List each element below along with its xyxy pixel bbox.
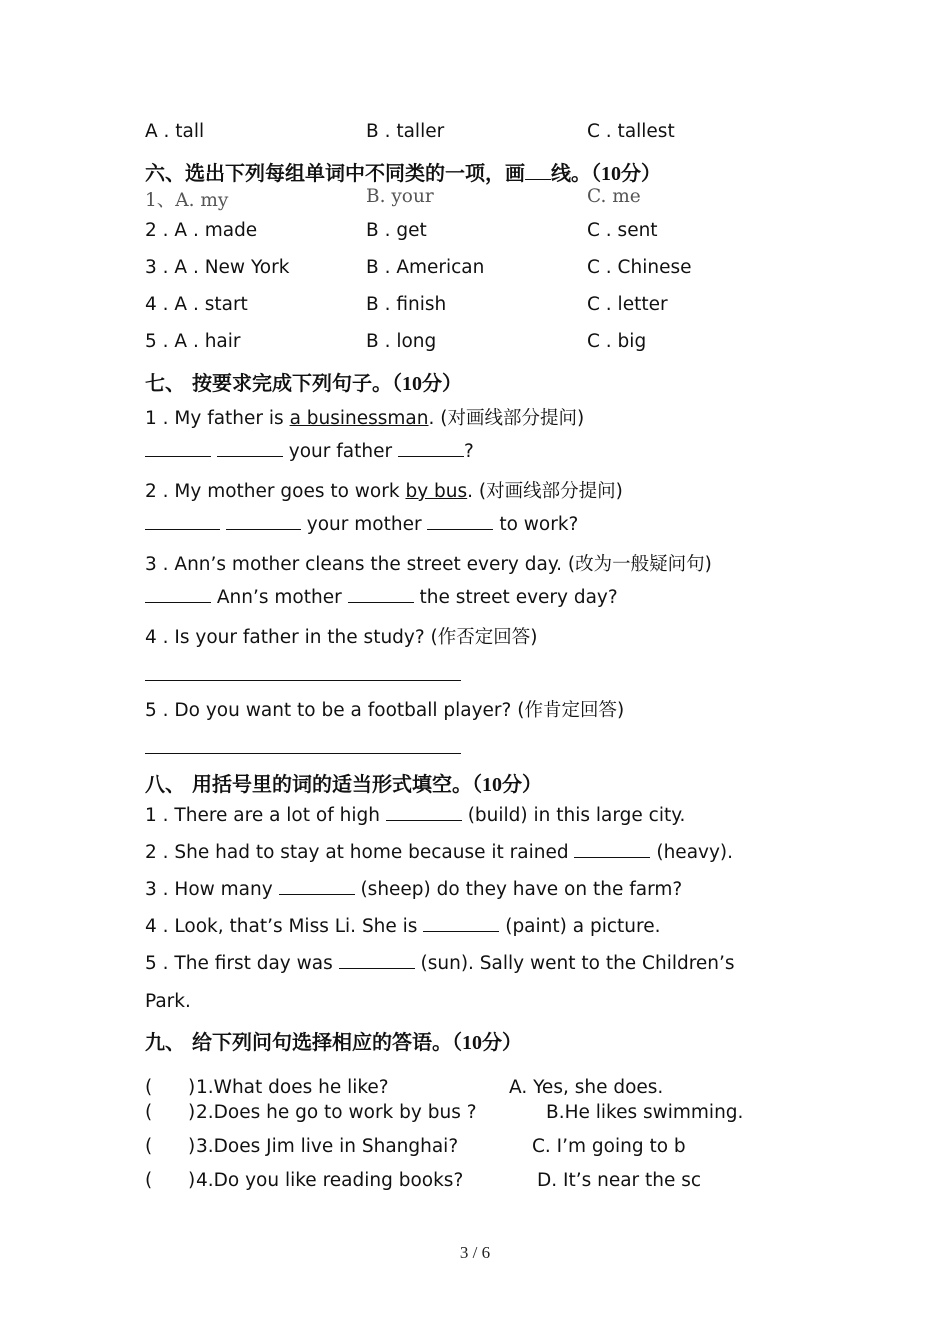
section-8-heading: 八、 用括号里的词的适当形式填空。（10分） [145, 772, 542, 796]
s9-paren-open-1[interactable]: ( [145, 1077, 153, 1098]
s9-paren-close-4: ) [188, 1170, 196, 1191]
s6-row5-b: B . long [366, 331, 437, 352]
s6-row5-a: 5 . A . hair [145, 331, 241, 352]
s8-item-5: 5 . The first day was (sun). Sally went to the Children’s [145, 953, 735, 974]
s8-blank-5[interactable] [339, 967, 415, 969]
s9-paren-close-1: ) [188, 1077, 196, 1098]
s6-row2-c: C . sent [587, 220, 658, 241]
s9-question-2: 2.Does he go to work by bus ? [196, 1102, 477, 1123]
s7-q3: 3 . Ann’s mother cleans the street every day. (改为一般疑问句) [145, 554, 712, 575]
s9-paren-open-4[interactable]: ( [145, 1170, 153, 1191]
s9-answer-b: B.He likes swimming. [546, 1102, 744, 1123]
s7-q4: 4 . Is your father in the study? (作否定回答) [145, 627, 538, 648]
s6-row3-a: 3 . A . New York [145, 257, 290, 278]
s8-blank-1[interactable] [386, 819, 462, 821]
s8-item-3: 3 . How many (sheep) do they have on the farm? [145, 879, 683, 900]
s6-row1-c: C. me [587, 186, 641, 207]
s7-q5-answer-line[interactable] [145, 753, 461, 754]
s8-item-1: 1 . There are a lot of high (build) in this large city. [145, 805, 686, 826]
s9-question-1: 1.What does he like? [196, 1077, 389, 1098]
s9-question-3: 3.Does Jim live in Shanghai? [196, 1136, 459, 1157]
page-number: 3 / 6 [459, 1243, 491, 1262]
s6-row2-a: 2 . A . made [145, 220, 258, 241]
s6-row3-b: B . American [366, 257, 485, 278]
section-7-heading: 七、 按要求完成下列句子。（10分） [145, 371, 462, 395]
option-c: C . tallest [587, 121, 675, 142]
s9-answer-a: A. Yes, she does. [509, 1077, 664, 1098]
s6-row3-c: C . Chinese [587, 257, 692, 278]
s8-item-4: 4 . Look, that’s Miss Li. She is (paint) a picture. [145, 916, 661, 937]
s7-q5: 5 . Do you want to be a football player? (作肯定回答) [145, 700, 625, 721]
s7-q1-answer-line[interactable]: your father ? [145, 441, 474, 462]
s7-q2: 2 . My mother goes to work by bus. (对画线部分提问) [145, 481, 623, 502]
s9-paren-close-3: ) [188, 1136, 196, 1157]
s6-row4-b: B . finish [366, 294, 447, 315]
s6-row4-a: 4 . A . start [145, 294, 248, 315]
s8-blank-3[interactable] [279, 893, 355, 895]
option-a: A . tall [145, 121, 205, 142]
section-6-heading: 六、选出下列每组单词中不同类的一项，画 线。（10分） [145, 161, 661, 185]
s6-row4-c: C . letter [587, 294, 668, 315]
s6-row2-b: B . get [366, 220, 427, 241]
s9-paren-open-2[interactable]: ( [145, 1102, 153, 1123]
s9-paren-open-3[interactable]: ( [145, 1136, 153, 1157]
s8-item-2: 2 . She had to stay at home because it rained (heavy). [145, 842, 734, 863]
s6-row5-c: C . big [587, 331, 647, 352]
s7-q3-answer-line[interactable]: Ann’s mother the street every day? [145, 587, 618, 608]
section-9-heading: 九、 给下列问句选择相应的答语。（10分） [145, 1030, 522, 1054]
s8-item-5-continued: Park. [145, 991, 191, 1012]
s9-question-4: 4.Do you like reading books? [196, 1170, 464, 1191]
s8-blank-2[interactable] [574, 856, 650, 858]
s9-paren-close-2: ) [188, 1102, 196, 1123]
s6-row1-a: 1、A. my [145, 190, 229, 211]
s9-answer-d: D. It’s near the sc [537, 1170, 702, 1191]
s9-answer-c: C. I’m going to b [532, 1136, 686, 1157]
s8-blank-4[interactable] [423, 930, 499, 932]
option-b: B . taller [366, 121, 445, 142]
s6-row1-b: B. your [366, 186, 434, 207]
s7-q4-answer-line[interactable] [145, 680, 461, 681]
s7-q2-answer-line[interactable]: your mother to work? [145, 514, 578, 535]
s7-q1: 1 . My father is a businessman. (对画线部分提问) [145, 408, 585, 429]
